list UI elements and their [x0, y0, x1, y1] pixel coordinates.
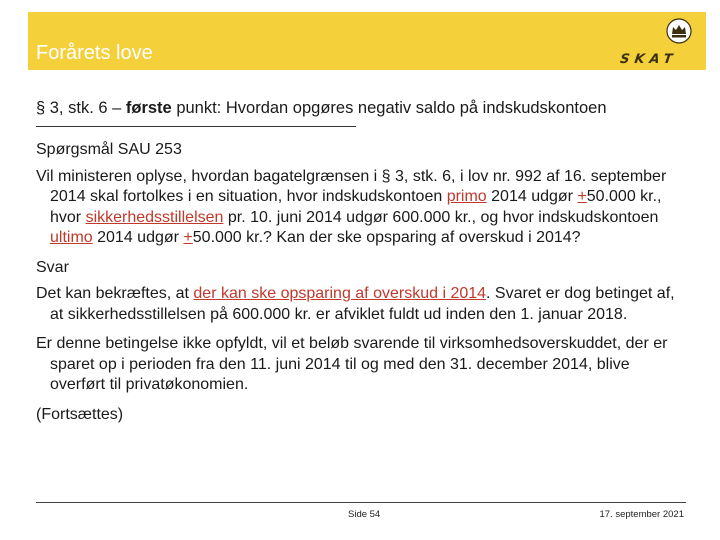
answer-paragraph-2: Er denne betingelse ikke opfyldt, vil et beløb svarende til virksomhedsoverskuddet, der er sparet op i perioden fra den 11. juni 2014 til og med den 31. december 2014, blive overført til privatøkonomien. [36, 335, 668, 393]
question-highlight-sikkerhed: sikkerhedsstillelsen [85, 208, 224, 226]
slide-body [36, 140, 688, 434]
answer-p1-highlight: der kan ske opsparing af overskud i 2014 [193, 285, 487, 302]
subtitle-pre: § 3, stk. 6 – [36, 99, 126, 117]
footer-divider [36, 502, 686, 503]
subtitle-divider [36, 126, 356, 127]
header-band [28, 12, 706, 70]
footer-page-number: Side 54 [348, 509, 381, 520]
question-text-6: 50.000 kr.? Kan der ske opsparing af overskud i 2014? [192, 229, 581, 246]
subtitle-bold: første [125, 99, 172, 117]
question-highlight-plus-2: + [183, 229, 193, 246]
question-highlight-plus-1: + [577, 188, 587, 205]
question-text-4: pr. 10. juni 2014 udgør 600.000 kr., og hvor indskudskontoen [223, 208, 659, 226]
question-text-2: 2014 udgør [486, 188, 578, 205]
question-heading: Spørgsmål SAU 253 [36, 141, 182, 158]
question-text-1: Vil ministeren oplyse, hvordan bagatelgrænsen i § 3, stk. 6, i lov nr. 992 af 16. september 2014 skal fortolkes i en situation, hvor indskudskontoen [36, 167, 667, 205]
slide-header-title: Forårets love [36, 42, 153, 64]
answer-paragraph-1 [36, 284, 688, 325]
slide-subtitle [36, 99, 607, 118]
question-text-3: 50.000 kr., hvor [50, 188, 662, 226]
skat-logo-text: SKAT [619, 52, 679, 67]
question-highlight-ultimo: ultimo [50, 229, 93, 246]
crown-icon [666, 18, 692, 44]
subtitle-post: punkt: Hvordan opgøres negativ saldo på indskudskontoen [171, 99, 607, 117]
answer-p1-pre: Det kan bekræftes, at [36, 285, 194, 302]
question-highlight-primo: primo [446, 188, 487, 205]
answer-p1-post: . Svaret er dog betinget af, at sikkerhedsstillelsen på 600.000 kr. er afviklet fuldt ud inden den 1. januar 2018. [50, 285, 675, 323]
skat-logo [620, 18, 692, 68]
question-text-5: 2014 udgør [92, 229, 184, 246]
footer-date: 17. september 2021 [599, 509, 684, 520]
answer-paragraph-3: (Fortsættes) [36, 405, 124, 423]
answer-heading: Svar [36, 258, 69, 276]
question-paragraph [36, 167, 688, 249]
